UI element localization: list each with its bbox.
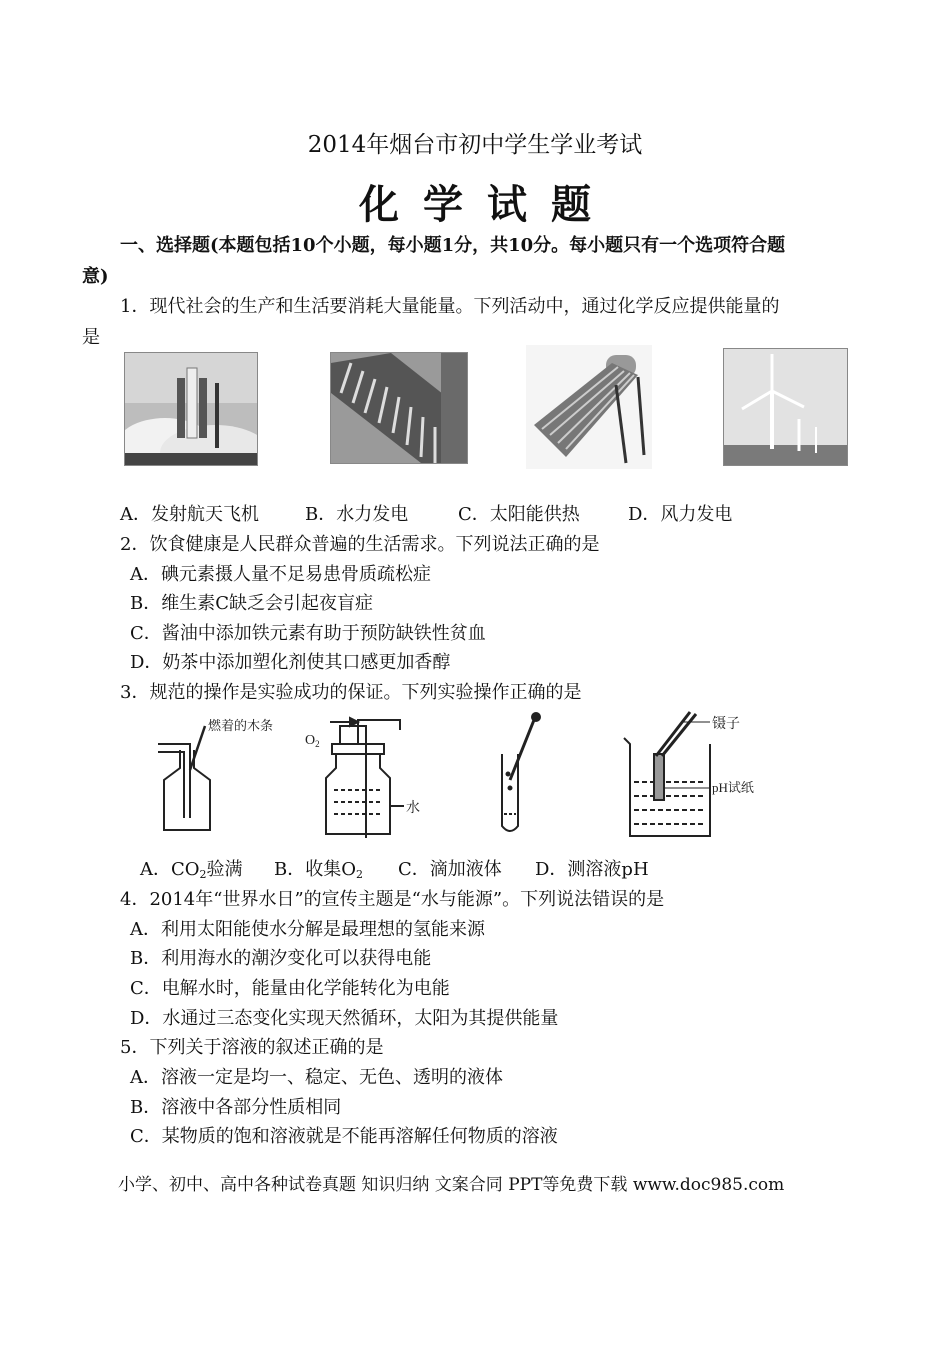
q1-stem: 1．现代社会的生产和生活要消耗大量能量。下列活动中，通过化学反应提供能量的 [120, 296, 780, 317]
q2-option-d: D．奶茶中添加塑化剂使其口感更加香醇 [130, 652, 451, 673]
q1-option-b: B．水力发电 [305, 504, 409, 525]
q2-option-c: C．酱油中添加铁元素有助于预防缺铁性贫血 [130, 623, 486, 644]
o2-label: $O_2$ [305, 733, 320, 749]
co2-bottle-diagram [158, 726, 210, 830]
hydro-turbine-image [330, 352, 468, 464]
footer-text: 小学、初中、高中各种试卷真题 知识归纳 文案合同 PPT等免费下载 www.doc985.com [118, 1175, 785, 1195]
q5-option-a: A．溶液一定是均一、稳定、无色、透明的液体 [130, 1067, 503, 1088]
subject-title: 化学试题 [359, 181, 615, 228]
test-tube-diagram [502, 713, 540, 831]
q1-stem-cont: 是 [82, 327, 100, 348]
q2-option-b: B．维生素C缺乏会引起夜盲症 [130, 593, 373, 614]
tweezers-label: 镊子 [712, 717, 740, 732]
q3-option-c: C．滴加液体 [398, 859, 502, 880]
rocket-launch-image [124, 352, 258, 466]
q4-option-b: B．利用海水的潮汐变化可以获得电能 [130, 948, 432, 969]
q3-option-a: A．$CO_2$验满 [140, 859, 243, 881]
q3-experiment-figure [150, 708, 795, 848]
exam-title: 2014年烟台市初中学生学业考试 [307, 132, 643, 158]
q5-option-c: C．某物质的饱和溶液就是不能再溶解任何物质的溶液 [130, 1126, 558, 1147]
burning-stick-label: 燃着的木条 [208, 718, 274, 733]
gas-bottle-diagram [326, 718, 404, 838]
ph-paper-label: pH试纸 [712, 780, 754, 795]
q4-stem: 4．2014年“世界水日”的宣传主题是“水与能源”。下列说法错误的是 [120, 889, 665, 910]
q3-option-b: B．收集$O_2$ [274, 859, 363, 881]
q3-stem: 3．规范的操作是实验成功的保证。下列实验操作正确的是 [120, 682, 582, 703]
q2-stem: 2．饮食健康是人民群众普遍的生活需求。下列说法正确的是 [120, 534, 600, 555]
q4-option-d: D．水通过三态变化实现天然循环，太阳为其提供能量 [130, 1008, 559, 1029]
section-heading: 一、选择题(本题包括10个小题，每小题1分，共10分。每小题只有一个选项符合题 [120, 235, 786, 256]
section-heading-cont: 意) [82, 266, 109, 287]
q1-option-d: D．风力发电 [628, 504, 733, 525]
wind-turbine-image [723, 348, 848, 466]
water-label: 水 [406, 801, 420, 816]
beaker-ph-diagram [624, 712, 710, 836]
solar-water-heater-image [526, 345, 652, 469]
q3-option-d: D．测溶液pH [535, 859, 649, 880]
q2-option-a: A．碘元素摄人量不足易患骨质疏松症 [130, 564, 431, 585]
q4-option-c: C．电解水时，能量由化学能转化为电能 [130, 978, 450, 999]
q5-stem: 5．下列关于溶液的叙述正确的是 [120, 1037, 384, 1058]
q5-option-b: B．溶液中各部分性质相同 [130, 1097, 342, 1118]
q4-option-a: A．利用太阳能使水分解是最理想的氢能来源 [130, 919, 485, 940]
q1-option-c: C．太阳能供热 [458, 504, 580, 525]
q1-option-a: A．发射航天飞机 [120, 504, 259, 525]
